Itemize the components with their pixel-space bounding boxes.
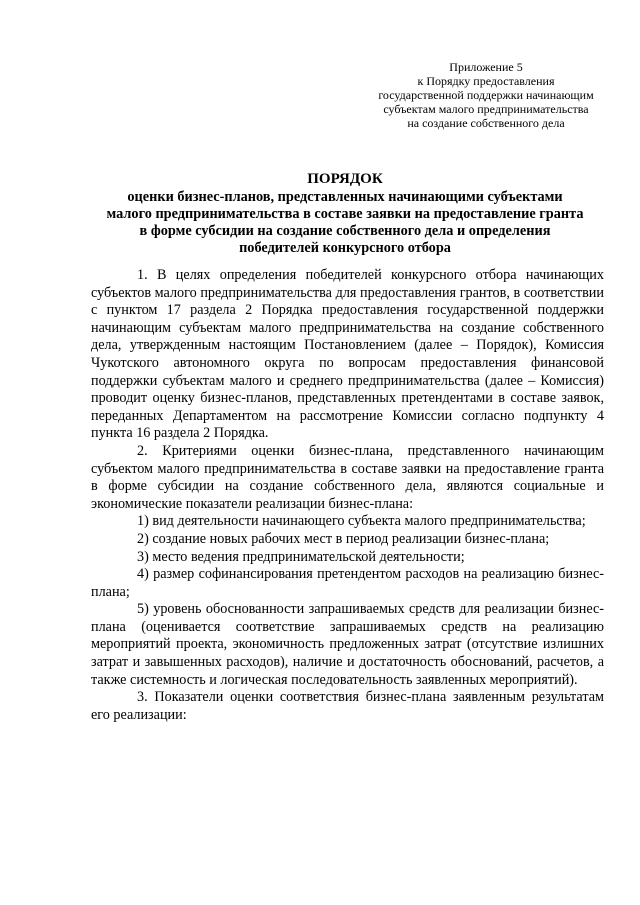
document-body — [91, 267, 604, 724]
annex-line: к Порядку предоставления — [417, 74, 555, 88]
document-title — [85, 171, 605, 257]
criterion-2: 2) создание новых рабочих мест в период реализации бизнес-плана; — [137, 530, 550, 547]
annex-line: на создание собственного дела — [407, 116, 565, 130]
title-line: в форме субсидии на создание собственного дела и определения — [139, 223, 551, 239]
paragraph-1: 1. В целях определения победителей конкурсного отбора начинающих субъектов малого предпринимательства для предоставления грантов, в соответствии с пунктом 17 раздела 2 Порядка предоставления государственной поддержки начинающим субъектам малого предпринимательства на создание собственного дела, утвержденным настоящим Постановлением (далее – Порядок), Комиссия Чукотского автономного округа по вопросам предоставления финансовой поддержки субъектам малого и среднего предпринимательства (далее – Комиссия) проводит оценку бизнес-планов, представленных претендентами в составе заявок, переданных Департаментом на рассмотрение Комиссии согласно подпункту 4 пункта 16 раздела 2 Порядка. — [91, 267, 604, 442]
criterion-3: 3) место ведения предпринимательской деятельности; — [137, 548, 465, 565]
criterion-5: 5) уровень обоснованности запрашиваемых средств для реализации бизнес-плана (оценивается соответствие запрашиваемых средств на реализацию мероприятий проекта, экономичность предложенных затрат (отсутствие излишних затрат и завышенных расходов), наличие и достаточность обоснований, расчетов, а также системность и логическая последовательность заявленных мероприятий). — [91, 601, 604, 688]
title-line: малого предпринимательства в составе заявки на предоставление гранта — [106, 206, 584, 222]
annex-line: субъектам малого предпринимательства — [383, 102, 589, 116]
title-line: победителей конкурсного отбора — [239, 240, 451, 256]
annex-line: государственной поддержки начинающим — [378, 88, 594, 102]
title-main: ПОРЯДОК — [307, 171, 383, 187]
paragraph-2: 2. Критериями оценки бизнес-плана, представленного начинающим субъектом малого предпринимательства в составе заявки на предоставление гранта в форме субсидии на создание собственного дела, являются социальные и экономические показатели реализации бизнес-плана: — [91, 442, 604, 512]
criterion-4: 4) размер софинансирования претендентом расходов на реализацию бизнес-плана; — [91, 566, 604, 600]
annex-header — [355, 60, 617, 130]
criterion-1: 1) вид деятельности начинающего субъекта малого предпринимательства; — [137, 513, 586, 530]
paragraph-3: 3. Показатели оценки соответствия бизнес-плана заявленным результатам его реализации: — [91, 689, 604, 723]
title-line: оценки бизнес-планов, представленных начинающими субъектами — [127, 189, 563, 205]
annex-line: Приложение 5 — [449, 60, 523, 74]
